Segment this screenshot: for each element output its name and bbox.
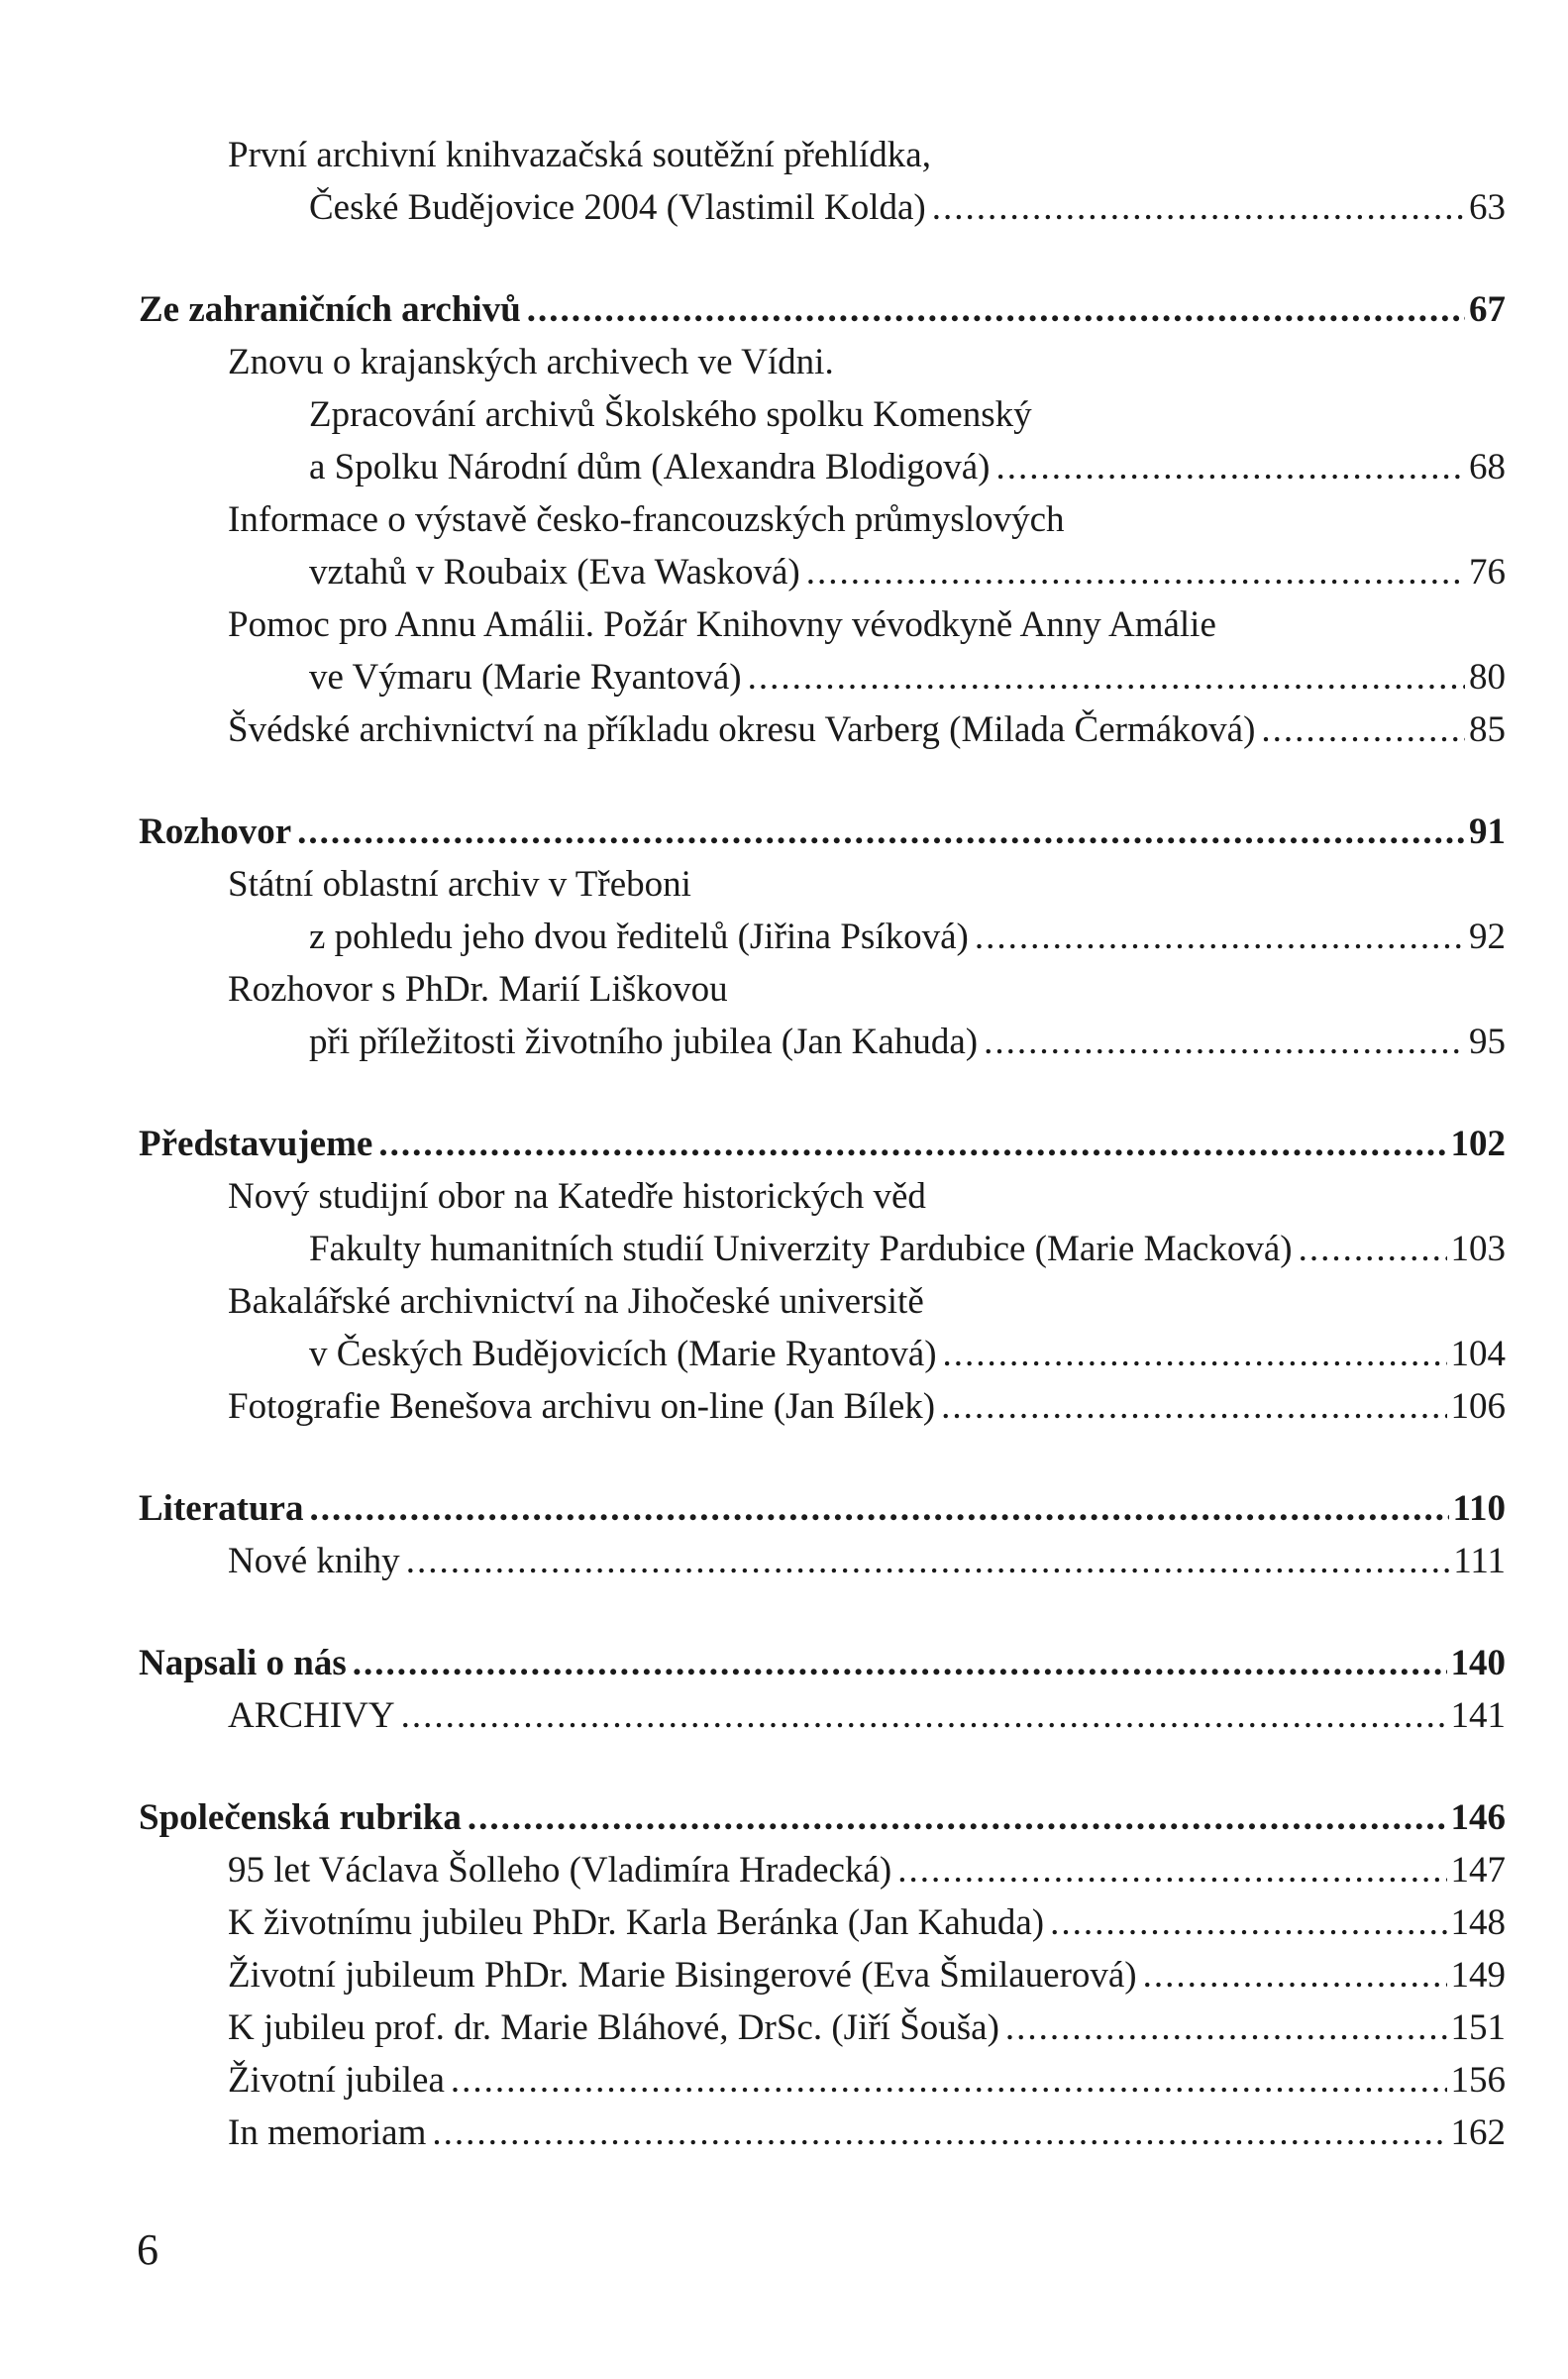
toc-page-number: 102 [1450, 1124, 1506, 1164]
dot-leader [527, 283, 1465, 336]
toc-entry [139, 963, 1506, 1016]
toc-entry-title: Rozhovor s PhDr. Marií Liškovou [228, 969, 728, 1010]
toc-section-heading [139, 1791, 1506, 1844]
toc-entry [139, 1949, 1506, 2001]
toc-entry [139, 598, 1506, 651]
toc-page-number: 110 [1452, 1488, 1506, 1529]
section-spacer [139, 1433, 1506, 1482]
toc-page-number: 140 [1450, 1643, 1506, 1683]
toc-entry [139, 441, 1506, 493]
table-of-contents [139, 129, 1506, 2159]
toc-entry [139, 2001, 1506, 2054]
toc-page-number: 76 [1469, 552, 1506, 593]
toc-entry-title: 95 let Václava Šolleho (Vladimíra Hradecká) [228, 1850, 892, 1891]
toc-entry [139, 1223, 1506, 1275]
toc-entry [139, 1380, 1506, 1433]
dot-leader [309, 1482, 1448, 1535]
toc-entry [139, 911, 1506, 963]
toc-page-number: 148 [1450, 1902, 1506, 1943]
toc-entry-title: Zpracování archivů Školského spolku Komenský [309, 394, 1032, 435]
toc-page-number: 68 [1469, 447, 1506, 487]
toc-entry-title: Fakulty humanitních studií Univerzity Pardubice (Marie Macková) [309, 1229, 1293, 1269]
toc-entry [139, 1844, 1506, 1896]
toc-entry-title: Představujeme [139, 1124, 373, 1164]
toc-section-heading [139, 806, 1506, 858]
toc-entry [139, 651, 1506, 703]
dot-leader [451, 2054, 1447, 2107]
toc-entry-title: In memoriam [228, 2112, 427, 2153]
dot-leader [468, 1791, 1447, 1844]
toc-page-number: 85 [1469, 709, 1506, 750]
toc-entry-title: Nový studijní obor na Katedře historických věd [228, 1176, 926, 1217]
toc-page-number: 106 [1450, 1386, 1506, 1427]
dot-leader [995, 441, 1465, 493]
toc-section-heading [139, 1637, 1506, 1689]
toc-page-number: 104 [1450, 1334, 1506, 1374]
toc-entry [139, 493, 1506, 546]
toc-entry [139, 1328, 1506, 1380]
toc-section-heading [139, 1118, 1506, 1170]
toc-entry [139, 388, 1506, 441]
toc-entry-title: ve Výmaru (Marie Ryantová) [309, 657, 742, 698]
toc-entry-title: z pohledu jeho dvou ředitelů (Jiřina Psíková) [309, 917, 969, 957]
toc-entry [139, 546, 1506, 598]
toc-entry-title: při příležitosti životního jubilea (Jan Kahuda) [309, 1022, 979, 1062]
toc-page-number: 111 [1453, 1541, 1506, 1581]
section-spacer [139, 1587, 1506, 1637]
toc-entry [139, 1689, 1506, 1742]
toc-entry [139, 129, 1506, 181]
toc-entry-title: Ze zahraničních archivů [139, 289, 521, 330]
toc-entry-title: K životnímu jubileu PhDr. Karla Beránka (Jan Kahuda) [228, 1902, 1045, 1943]
toc-page-number: 141 [1450, 1695, 1506, 1736]
toc-page-number: 63 [1469, 187, 1506, 228]
toc-entry-title: K jubileu prof. dr. Marie Bláhové, DrSc. (Jiří Šouša) [228, 2007, 999, 2048]
toc-entry-title: První archivní knihvazačská soutěžní přehlídka, [228, 135, 931, 175]
dot-leader [297, 806, 1465, 858]
toc-page-number: 95 [1469, 1022, 1506, 1062]
toc-entry-title: Napsali o nás [139, 1643, 347, 1683]
toc-entry-title: Bakalářské archivnictví na Jihočeské universitě [228, 1281, 924, 1322]
toc-entry-title: Státní oblastní archiv v Třeboni [228, 864, 691, 905]
toc-entry-title: Fotografie Benešova archivu on-line (Jan Bílek) [228, 1386, 936, 1427]
toc-entry [139, 703, 1506, 756]
toc-entry-title: vztahů v Roubaix (Eva Wasková) [309, 552, 800, 593]
toc-entry-title: Životní jubilea [228, 2060, 445, 2101]
toc-page-number: 92 [1469, 917, 1506, 957]
dot-leader [401, 1689, 1447, 1742]
dot-leader [406, 1535, 1450, 1587]
dot-leader [941, 1380, 1446, 1433]
toc-page-number: 103 [1450, 1229, 1506, 1269]
dot-leader [378, 1118, 1446, 1170]
dot-leader [897, 1844, 1446, 1896]
dot-leader [748, 651, 1465, 703]
section-spacer [139, 1742, 1506, 1791]
section-spacer [139, 234, 1506, 283]
toc-entry [139, 1535, 1506, 1587]
toc-entry-title: v Českých Budějovicích (Marie Ryantová) [309, 1334, 937, 1374]
toc-entry [139, 336, 1506, 388]
toc-entry-title: Společenská rubrika [139, 1797, 462, 1838]
toc-page-number: 67 [1469, 289, 1506, 330]
toc-entry-title: Znovu o krajanských archivech ve Vídni. [228, 342, 834, 382]
dot-leader [806, 546, 1465, 598]
dot-leader [1005, 2001, 1447, 2054]
toc-page-number: 149 [1450, 1955, 1506, 1996]
toc-entry-title: Nové knihy [228, 1541, 400, 1581]
section-spacer [139, 1068, 1506, 1118]
toc-page-number: 80 [1469, 657, 1506, 698]
toc-section-heading [139, 283, 1506, 336]
toc-entry-title: Švédské archivnictví na příkladu okresu Varberg (Milada Čermáková) [228, 709, 1256, 750]
toc-page-number: 162 [1450, 2112, 1506, 2153]
toc-page-number: 146 [1450, 1797, 1506, 1838]
dot-leader [984, 1016, 1465, 1068]
toc-entry-title: ARCHIVY [228, 1695, 395, 1736]
dot-leader [975, 911, 1465, 963]
toc-entry-title: a Spolku Národní dům (Alexandra Blodigová) [309, 447, 991, 487]
toc-entry [139, 1275, 1506, 1328]
toc-entry-title: Životní jubileum PhDr. Marie Bisingerové (Eva Šmilauerová) [228, 1955, 1137, 1996]
toc-entry [139, 2054, 1506, 2107]
dot-leader [943, 1328, 1447, 1380]
toc-entry [139, 858, 1506, 911]
section-spacer [139, 756, 1506, 806]
dot-leader [1050, 1896, 1446, 1949]
toc-page-number: 91 [1469, 811, 1506, 852]
toc-entry-title: České Budějovice 2004 (Vlastimil Kolda) [309, 187, 926, 228]
toc-entry-title: Literatura [139, 1488, 304, 1529]
toc-entry [139, 1016, 1506, 1068]
toc-section-heading [139, 1482, 1506, 1535]
toc-page-number: 156 [1450, 2060, 1506, 2101]
toc-entry [139, 181, 1506, 234]
toc-entry-title: Pomoc pro Annu Amálii. Požár Knihovny vévodkyně Anny Amálie [228, 604, 1216, 645]
dot-leader [432, 2107, 1446, 2159]
dot-leader [1143, 1949, 1447, 2001]
toc-entry-title: Informace o výstavě česko-francouzských průmyslových [228, 499, 1065, 540]
dot-leader [1261, 703, 1465, 756]
toc-entry [139, 2107, 1506, 2159]
toc-entry-title: Rozhovor [139, 811, 292, 852]
dot-leader [353, 1637, 1447, 1689]
dot-leader [932, 181, 1465, 234]
toc-page-number: 147 [1450, 1850, 1506, 1891]
dot-leader [1299, 1223, 1447, 1275]
toc-entry [139, 1896, 1506, 1949]
toc-page-number: 151 [1450, 2007, 1506, 2048]
page-number: 6 [137, 2225, 158, 2274]
toc-entry [139, 1170, 1506, 1223]
